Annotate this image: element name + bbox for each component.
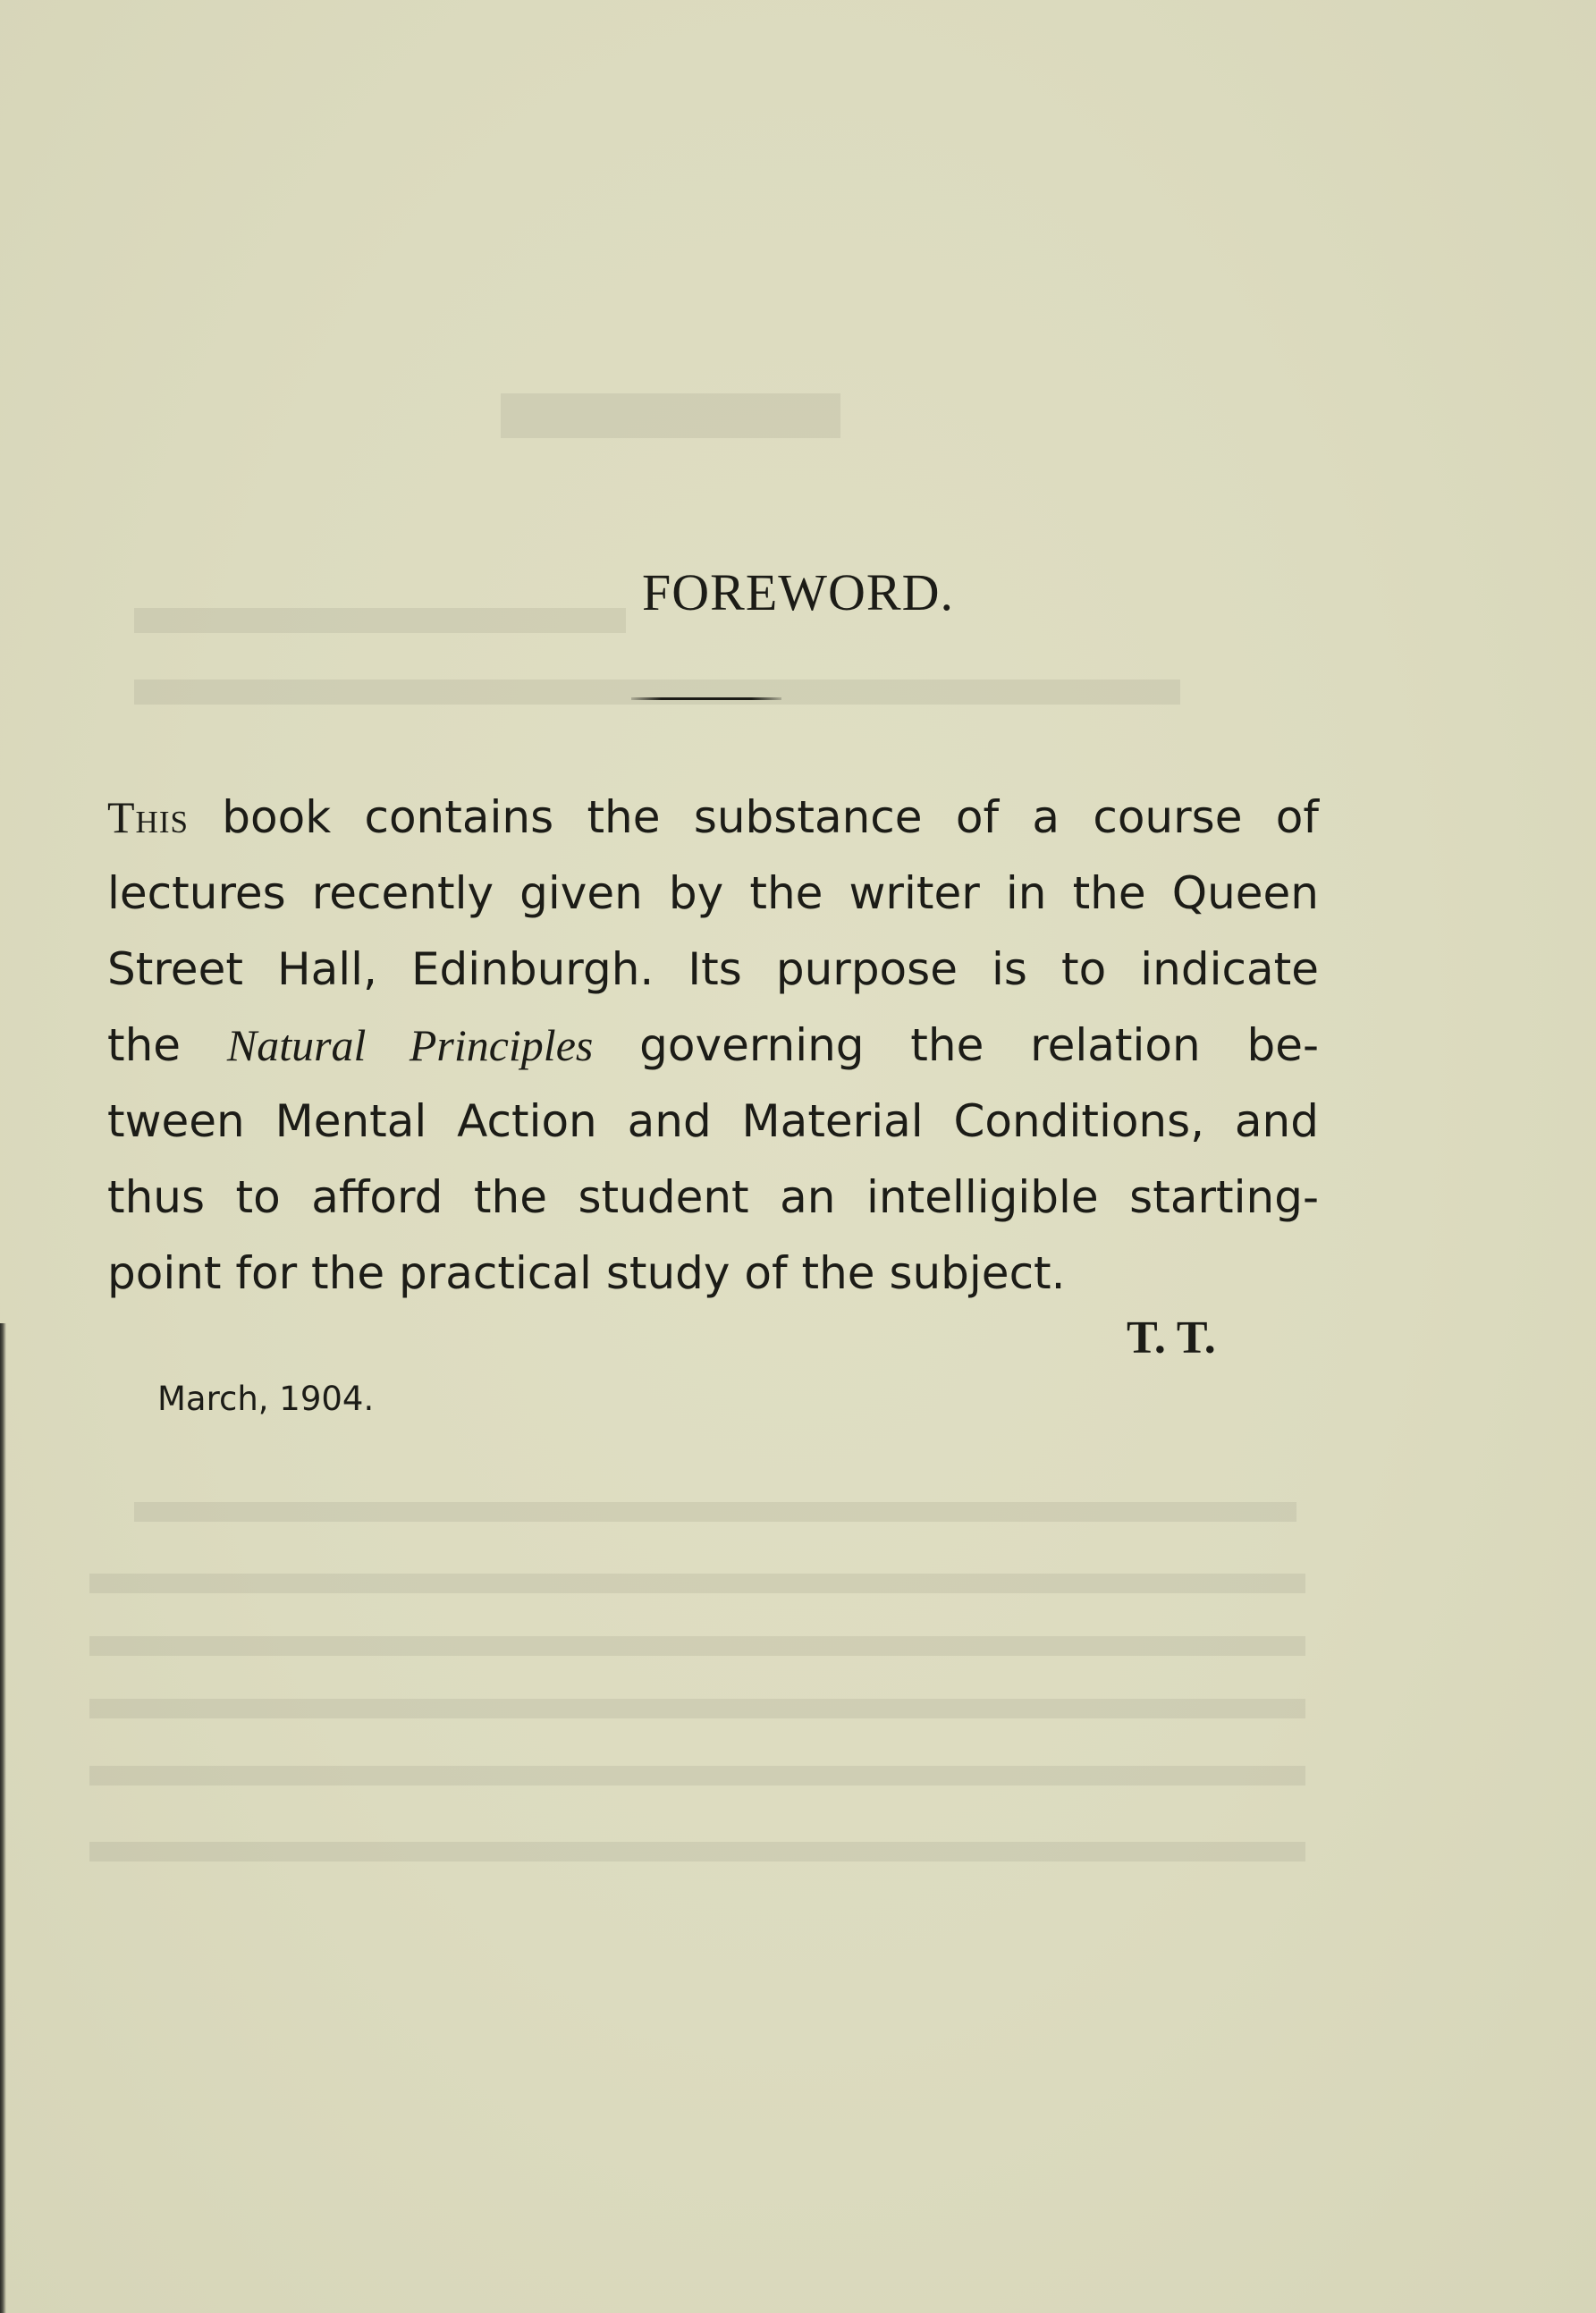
title-divider [631,697,781,700]
author-initials: T. T. [1127,1313,1216,1363]
italic-phrase: Natural Principles [226,1020,594,1070]
text-line [107,1008,1319,1084]
text-line: lectures recently given by the writer in the Queen [107,867,1319,919]
text-line: tween Mental Action and Material Conditions, and [107,1095,1319,1147]
text-line [107,780,1319,856]
text-run: the [107,1019,227,1071]
small-caps-lead: This [107,792,189,842]
foreword-paragraph [107,780,1319,1312]
page-title: FOREWORD. [642,563,954,621]
date-line: March, 1904. [157,1380,375,1418]
text-run: book contains the substance of a course of [188,791,1319,843]
text-line: Street Hall, Edinburgh. Its purpose is to indicate [107,943,1319,995]
text-line: point for the practical study of the subject. [107,1247,1066,1299]
text-run: governing the relation be- [593,1019,1319,1071]
text-line: thus to afford the student an intelligible starting- [107,1171,1319,1223]
